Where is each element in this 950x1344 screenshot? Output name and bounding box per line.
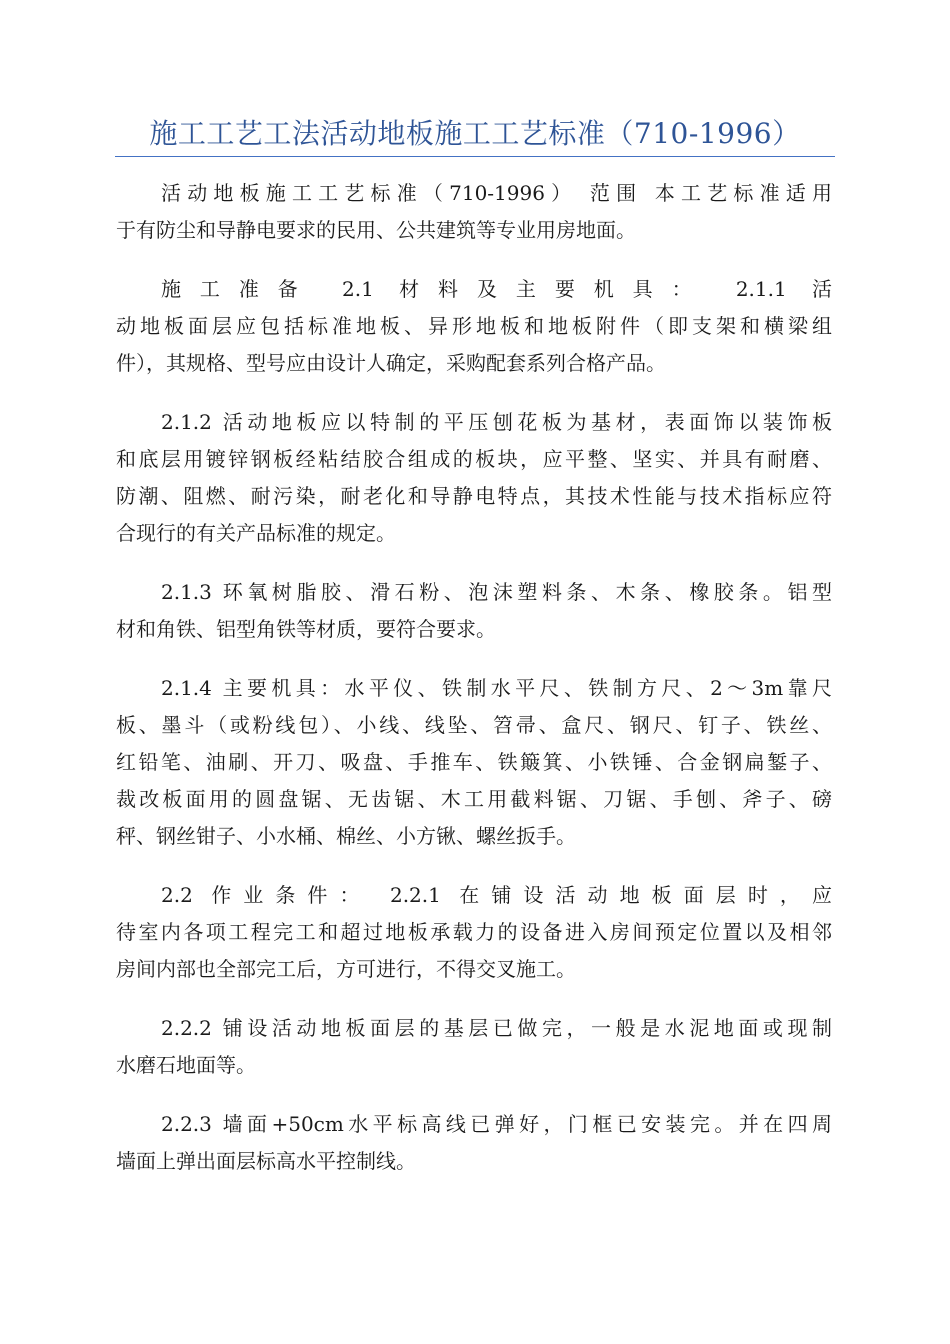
paragraph-2-1-2 — [116, 404, 832, 552]
paragraph-line: 材和角铁、铝型角铁等材质，要符合要求。 — [116, 617, 496, 641]
paragraph-line: 2.2.3 墙面+50cm水平标高线已弹好，门框已安装完。并在四周 — [161, 1112, 832, 1136]
paragraph-2-2-2 — [116, 1010, 832, 1084]
paragraph-line: 于有防尘和导静电要求的民用、公共建筑等专业用房地面。 — [116, 218, 636, 242]
paragraph-line: 动地板面层应包括标准地板、异形地板和地板附件（即支架和横梁组 — [116, 314, 832, 338]
paragraph-line: 房间内部也全部完工后，方可进行，不得交叉施工。 — [116, 957, 576, 981]
paragraph-line: 合现行的有关产品标准的规定。 — [116, 521, 396, 545]
paragraph-2-2-3 — [116, 1106, 832, 1180]
paragraph-line: 墙面上弹出面层标高水平控制线。 — [116, 1149, 416, 1173]
document-title: 施工工艺工法活动地板施工工艺标准（710-1996） — [115, 112, 835, 157]
paragraph-line: 水磨石地面等。 — [116, 1053, 256, 1077]
paragraph-2-1-4 — [116, 670, 832, 855]
paragraph-line: 和底层用镀锌钢板经粘结胶合组成的板块，应平整、坚实、并具有耐磨、 — [116, 447, 832, 471]
paragraph-line: 活动地板施工工艺标准（710-1996） 范围 本工艺标准适用 — [161, 181, 832, 205]
paragraph-line: 待室内各项工程完工和超过地板承载力的设备进入房间预定位置以及相邻 — [116, 920, 832, 944]
paragraph-line: 秤、钢丝钳子、小水桶、棉丝、小方锹、螺丝扳手。 — [116, 824, 576, 848]
document-body — [116, 175, 832, 1202]
paragraph-line: 红铅笔、油刷、开刀、吸盘、手推车、铁簸箕、小铁锤、合金钢扁錾子、 — [116, 750, 832, 774]
paragraph-line: 2.1.2 活动地板应以特制的平压刨花板为基材，表面饰以装饰板 — [161, 410, 832, 434]
paragraph-line: 2.2.2 铺设活动地板面层的基层已做完，一般是水泥地面或现制 — [161, 1016, 832, 1040]
paragraph-line: 件），其规格、型号应由设计人确定，采购配套系列合格产品。 — [116, 351, 666, 375]
paragraph-line: 防潮、阻燃、耐污染，耐老化和导静电特点，其技术性能与技术指标应符 — [116, 484, 832, 508]
paragraph-line: 2.1.4 主要机具：水平仪、铁制水平尺、铁制方尺、2～3m靠尺 — [161, 676, 832, 700]
paragraph-scope — [116, 175, 832, 249]
paragraph-line: 板、墨斗（或粉线包）、小线、线坠、笤帚、盒尺、钢尺、钉子、铁丝、 — [116, 713, 832, 737]
paragraph-line: 裁改板面用的圆盘锯、无齿锯、木工用截料锯、刀锯、手刨、斧子、磅 — [116, 787, 832, 811]
paragraph-line: 2.1.3 环氧树脂胶、滑石粉、泡沫塑料条、木条、橡胶条。铝型 — [161, 580, 832, 604]
paragraph-2-1-3 — [116, 574, 832, 648]
paragraph-2-2 — [116, 877, 832, 988]
paragraph-preparation — [116, 271, 832, 382]
paragraph-line: 施工准备 2.1 材料及主要机具： 2.1.1 活 — [161, 277, 832, 301]
paragraph-line: 2.2 作业条件： 2.2.1 在铺设活动地板面层时，应 — [161, 883, 832, 907]
